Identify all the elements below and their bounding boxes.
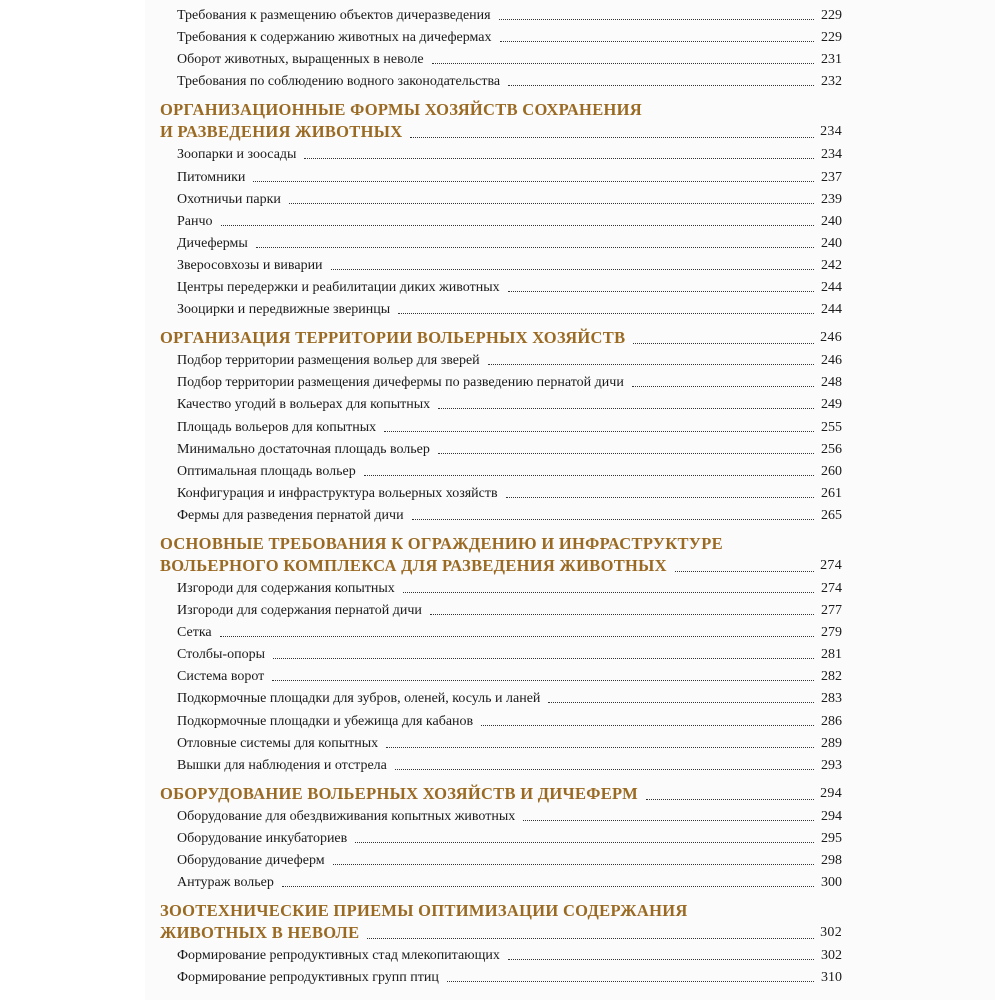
toc-entry-page: 249	[821, 397, 842, 413]
dot-leader	[395, 769, 814, 770]
toc-entry[interactable]	[160, 966, 842, 988]
toc-entry-page: 282	[821, 669, 842, 685]
toc-entry-title: Конфигурация и инфраструктура вольерных хозяйств	[177, 485, 498, 501]
toc-entry-title: Подбор территории размещения дичефермы по разведению пернатой дичи	[177, 375, 624, 391]
toc-entry[interactable]	[160, 482, 842, 504]
toc-entry-page: 231	[821, 52, 842, 68]
toc-entry[interactable]	[160, 70, 842, 92]
toc-entry-page: 289	[821, 735, 842, 751]
dot-leader	[412, 519, 814, 520]
toc-entry-title: Подкормочные площадки для зубров, оленей, косуль и ланей	[177, 691, 541, 707]
toc-entry-title: Дичефермы	[177, 235, 248, 251]
dot-leader	[481, 725, 814, 726]
toc-entry-page: 229	[821, 8, 842, 24]
toc-entry-page: 274	[821, 580, 842, 596]
toc-entry[interactable]	[160, 438, 842, 460]
toc-entry[interactable]	[160, 254, 842, 276]
toc-entry-title: Оборот животных, выращенных в неволе	[177, 52, 424, 68]
toc-entry-page: 242	[821, 257, 842, 273]
toc-entry-title: Вышки для наблюдения и отстрела	[177, 757, 387, 773]
dot-leader	[548, 702, 814, 703]
toc-entry-page: 281	[821, 647, 842, 663]
toc-entry[interactable]	[160, 732, 842, 754]
toc-entry-page: 298	[821, 853, 842, 868]
toc-entry[interactable]	[160, 754, 842, 776]
dot-leader	[403, 592, 814, 593]
dot-leader	[272, 680, 814, 681]
toc-entry[interactable]	[160, 210, 842, 232]
toc-entry-title: Площадь вольеров для копытных	[177, 419, 377, 435]
toc-entry[interactable]	[160, 621, 842, 643]
toc-entry-page: 232	[821, 74, 842, 90]
dot-leader	[256, 247, 814, 248]
section-heading[interactable]	[160, 99, 842, 143]
toc-entry-title: Столбы-опоры	[177, 647, 265, 663]
toc-entry-page: 237	[821, 169, 842, 185]
dot-leader	[304, 158, 814, 159]
section-heading-line1: ЗООТЕХНИЧЕСКИЕ ПРИЕМЫ ОПТИМИЗАЦИИ СОДЕРЖАНИЯ	[160, 901, 688, 921]
dot-leader	[253, 181, 814, 182]
toc-entry[interactable]	[160, 349, 842, 371]
toc-entry-title: Оборудование инкубаториев	[177, 830, 348, 846]
dot-leader	[331, 269, 814, 270]
toc-entry-title: Изгороди для содержания пернатой дичи	[177, 603, 422, 619]
section-heading-line2: И РАЗВЕДЕНИЯ ЖИВОТНЫХ	[160, 122, 403, 142]
toc-entry-page: 244	[821, 302, 842, 318]
toc-entry-page: 261	[821, 485, 842, 501]
toc-entry-page: 310	[821, 970, 842, 986]
toc-entry[interactable]	[160, 643, 842, 665]
toc-entry-title: Охотничьи парки	[177, 191, 281, 207]
toc-entry[interactable]	[160, 415, 842, 437]
toc-entry-page: 234	[821, 147, 842, 163]
section-heading[interactable]	[160, 900, 842, 944]
toc-entry-page: 265	[821, 507, 842, 523]
toc-entry-page: 240	[821, 213, 842, 229]
dot-leader	[221, 225, 814, 226]
dot-leader	[438, 408, 814, 409]
toc-entry-title: Минимально достаточная площадь вольер	[177, 441, 430, 457]
toc-entry-page: 294	[821, 808, 842, 824]
toc-entry-page: 286	[821, 713, 842, 729]
toc-entry-title: Оптимальная площадь вольер	[177, 463, 356, 479]
toc-entry-title: Оборудование дичеферм	[177, 853, 325, 868]
toc-entry[interactable]	[160, 393, 842, 415]
toc-entry[interactable]	[160, 871, 842, 893]
dot-leader	[632, 386, 814, 387]
dot-leader	[282, 886, 814, 887]
toc-entry[interactable]	[160, 276, 842, 298]
toc-entry[interactable]	[160, 460, 842, 482]
toc-entry-title: Антураж вольер	[177, 875, 274, 891]
dot-leader	[386, 747, 814, 748]
dot-leader	[333, 864, 814, 865]
toc-entry-page: 256	[821, 441, 842, 457]
dot-leader	[500, 41, 814, 42]
toc-entry-page: 255	[821, 419, 842, 435]
toc-entry[interactable]	[160, 944, 842, 966]
toc-entry-title: Подбор территории размещения вольер для зверей	[177, 353, 480, 369]
dot-leader	[220, 636, 814, 637]
toc-entry-page: 279	[821, 625, 842, 641]
toc-entry-title: Требования к размещению объектов дичеразведения	[177, 8, 491, 24]
toc-entry-page: 260	[821, 463, 842, 479]
toc-entry[interactable]	[160, 709, 842, 731]
toc-entry-page: 229	[821, 30, 842, 46]
dot-leader	[447, 981, 814, 982]
dot-leader	[508, 291, 814, 292]
toc-entry-page: 244	[821, 280, 842, 296]
section-heading-line1: ОБОРУДОВАНИЕ ВОЛЬЕРНЫХ ХОЗЯЙСТВ И ДИЧЕФЕРМ	[160, 783, 638, 803]
toc-entry[interactable]	[160, 232, 842, 254]
toc-entry-title: Зверосовхозы и виварии	[177, 257, 323, 273]
toc-entry-title: Отловные системы для копытных	[177, 735, 379, 751]
toc-entry-title: Оборудование для обездвиживания копытных животных	[177, 808, 516, 824]
toc-entry[interactable]	[160, 26, 842, 48]
toc-entry-page: 277	[821, 603, 842, 619]
toc-entry[interactable]	[160, 188, 842, 210]
toc-entry-page: 302	[821, 948, 842, 964]
toc-entry[interactable]	[160, 805, 842, 827]
toc-entry[interactable]	[160, 371, 842, 393]
section-page: 302	[820, 925, 842, 941]
dot-leader	[488, 364, 814, 365]
toc-entry[interactable]	[160, 504, 842, 526]
dot-leader	[289, 203, 814, 204]
section-heading-line1: ОСНОВНЫЕ ТРЕБОВАНИЯ К ОГРАЖДЕНИЮ И ИНФРАСТРУКТУРЕ	[160, 533, 723, 553]
dot-leader	[367, 938, 814, 939]
toc-entry[interactable]	[160, 4, 842, 26]
toc-entry[interactable]	[160, 143, 842, 165]
toc-entry[interactable]	[160, 599, 842, 621]
toc-entry-page: 283	[821, 691, 842, 707]
section-page: 294	[820, 785, 842, 801]
toc-entry-title: Ранчо	[177, 213, 213, 229]
dot-leader	[410, 137, 814, 138]
dot-leader	[432, 63, 814, 64]
dot-leader	[508, 959, 814, 960]
section-heading-line2: ЖИВОТНЫХ В НЕВОЛЕ	[160, 923, 360, 943]
toc-entry-title: Зооцирки и передвижные зверинцы	[177, 302, 391, 318]
table-of-contents	[160, 4, 842, 988]
toc-entry-title: Зоопарки и зоосады	[177, 147, 297, 163]
toc-entry-title: Формирование репродуктивных групп птиц	[177, 970, 439, 986]
toc-entry-title: Формирование репродуктивных стад млекопитающих	[177, 948, 500, 964]
section-page: 246	[820, 330, 842, 346]
toc-entry-page: 295	[821, 830, 842, 846]
toc-entry-title: Система ворот	[177, 669, 265, 685]
section-heading-line1: ОРГАНИЗАЦИЯ ТЕРРИТОРИИ ВОЛЬЕРНЫХ ХОЗЯЙСТВ	[160, 328, 626, 348]
toc-entry[interactable]	[160, 687, 842, 709]
dot-leader	[438, 453, 814, 454]
dot-leader	[646, 799, 814, 800]
section-page: 274	[820, 557, 842, 573]
toc-entry[interactable]	[160, 849, 842, 871]
dot-leader	[499, 19, 814, 20]
toc-entry[interactable]	[160, 298, 842, 320]
toc-entry[interactable]	[160, 48, 842, 70]
toc-entry-title: Требования по соблюдению водного законодательства	[177, 74, 501, 90]
toc-entry-page: 293	[821, 757, 842, 773]
dot-leader	[633, 343, 814, 344]
section-heading[interactable]	[160, 327, 842, 349]
dot-leader	[523, 820, 814, 821]
section-heading-line2: ВОЛЬЕРНОГО КОМПЛЕКСА ДЛЯ РАЗВЕДЕНИЯ ЖИВОТНЫХ	[160, 555, 667, 575]
toc-entry-title: Фермы для разведения пернатой дичи	[177, 507, 404, 523]
toc-entry[interactable]	[160, 827, 842, 849]
toc-entry-title: Питомники	[177, 169, 246, 185]
toc-entry[interactable]	[160, 577, 842, 599]
dot-leader	[430, 614, 814, 615]
dot-leader	[364, 475, 814, 476]
section-heading[interactable]	[160, 533, 842, 577]
toc-entry-page: 246	[821, 353, 842, 369]
dot-leader	[675, 571, 814, 572]
dot-leader	[273, 658, 814, 659]
toc-entry-title: Требования к содержанию животных на дичефермах	[177, 30, 492, 46]
toc-entry[interactable]	[160, 665, 842, 687]
dot-leader	[398, 313, 814, 314]
toc-entry-title: Центры передержки и реабилитации диких животных	[177, 280, 500, 296]
toc-entry-page: 240	[821, 235, 842, 251]
toc-entry-title: Подкормочные площадки и убежища для кабанов	[177, 713, 474, 729]
toc-entry-page: 248	[821, 375, 842, 391]
section-heading[interactable]	[160, 783, 842, 805]
section-page: 234	[820, 124, 842, 140]
dot-leader	[508, 85, 814, 86]
toc-entry-page: 239	[821, 191, 842, 207]
dot-leader	[506, 497, 814, 498]
toc-entry-title: Качество угодий в вольерах для копытных	[177, 397, 431, 413]
toc-entry-title: Сетка	[177, 625, 212, 641]
section-heading-line1: ОРГАНИЗАЦИОННЫЕ ФОРМЫ ХОЗЯЙСТВ СОХРАНЕНИЯ	[160, 100, 642, 120]
dot-leader	[384, 431, 814, 432]
toc-entry-title: Изгороди для содержания копытных	[177, 580, 395, 596]
toc-entry[interactable]	[160, 165, 842, 187]
toc-entry-page: 300	[821, 875, 842, 891]
dot-leader	[355, 842, 814, 843]
